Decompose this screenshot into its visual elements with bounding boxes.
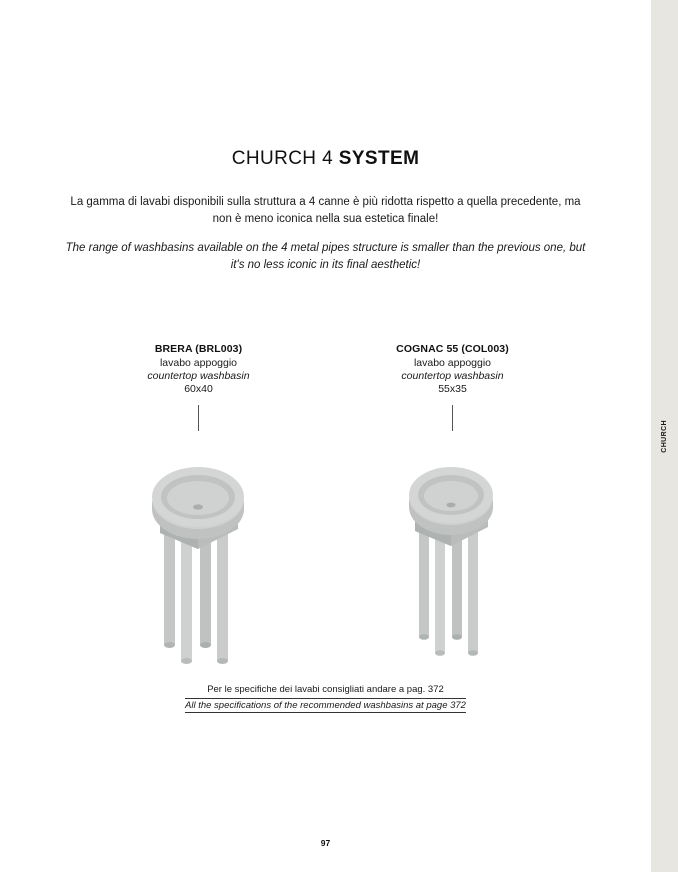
intro-paragraph-italian: La gamma di lavabi disponibili sulla struttura a 4 canne è più ridotta rispetto a quella precedente, ma non è meno iconica nella sua estetica finale! [70, 196, 581, 225]
leader-line [198, 405, 199, 431]
product-list [0, 343, 651, 667]
product-figure-brera [104, 437, 294, 667]
footnote-italian: Per le specifiche dei lavabi consigliati andare a pag. 372 [207, 684, 444, 695]
product-size: 60x40 [184, 383, 213, 395]
product-type-english: countertop washbasin [147, 370, 250, 382]
product-name: BRERA (BRL003) [154, 343, 243, 355]
leader-line [452, 405, 453, 431]
product-figure-cognac-55 [358, 437, 548, 667]
intro-paragraph-english: The range of washbasins available on the 4 metal pipes structure is smaller than the previous one, but it's no less iconic in its final aesthetic! [65, 242, 586, 271]
product-type-italian: lavabo appoggio [159, 357, 238, 369]
page-title [0, 148, 651, 170]
page-number: 97 [320, 838, 331, 848]
edge-tab-label-text: CHURCH [661, 419, 668, 453]
footnote-english: All the specifications of the recommended washbasins at page 372 [185, 700, 466, 711]
page-title-light: CHURCH 4 [231, 148, 339, 169]
washbasin-rounded-on-4-pipes-icon [393, 437, 513, 667]
product-type-english: countertop washbasin [401, 370, 504, 382]
product-size: 55x35 [438, 383, 467, 395]
product-name: COGNAC 55 (COL003) [396, 343, 509, 355]
product-item-brera [104, 343, 294, 667]
product-type-italian: lavabo appoggio [413, 357, 492, 369]
edge-tab-label [651, 0, 678, 872]
footnote [0, 684, 651, 713]
washbasin-oval-on-4-pipes-icon [134, 437, 264, 667]
product-item-cognac-55 [358, 343, 548, 667]
page-title-bold: SYSTEM [338, 148, 420, 169]
